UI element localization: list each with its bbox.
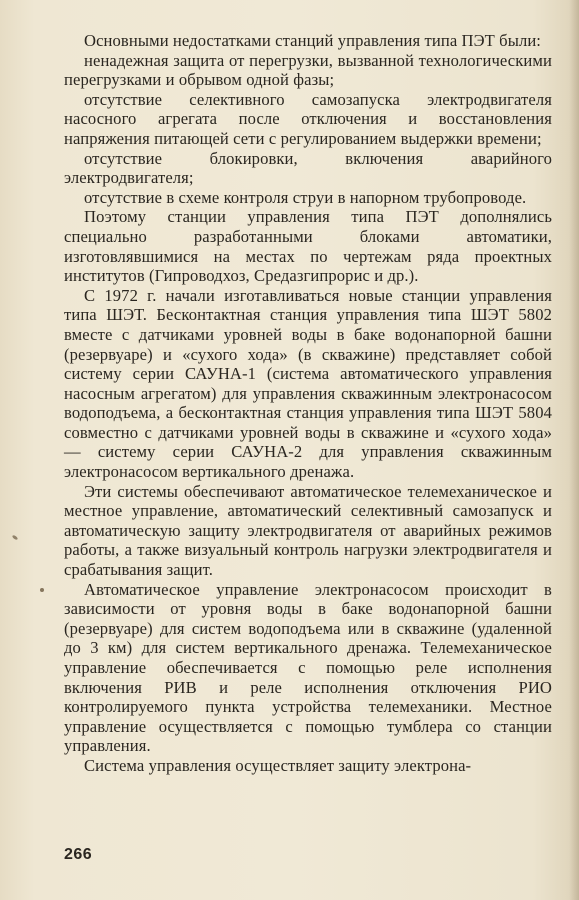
page-edge-shadow	[569, 0, 579, 900]
page-text	[64, 31, 552, 776]
paragraph-8: Эти системы обеспечивают автоматическое телемеханическое и местное управление, автоматический селективный самозапуск и автоматическую защиту электродвигателя от аварийных режимов работы, а также визуальный контроль нагрузки электродвигателя и срабатывания защит.	[64, 481, 552, 580]
paragraph-10: Система управления осуществляет защиту электрона-	[84, 755, 472, 775]
paragraph-2: ненадежная защита от перегрузки, вызванной технологическими перегрузками и обрывом одной фазы;	[64, 50, 552, 90]
paragraph-7: С 1972 г. начали изготавливаться новые станции управления типа ШЭТ. Бесконтактная станция управления типа ШЭТ 5802 вместе с датчиками уровней воды в баке водонапорной башни (резервуаре) и «сухого хода» (в скважине) представляет собой систему серии САУНА-1 (система автоматического управления насосным агрегатом) для управления скважинным электронасосом водоподъема, а бесконтактная станция управления типа ШЭТ 5804 совместно с датчиками уровней воды в скважине и «сухого хода» — систему серии САУНА-2 для управления скважинным электронасосом вертикального дренажа.	[64, 285, 552, 482]
paragraph-1: Основными недостатками станций управления типа ПЭТ были:	[84, 31, 542, 50]
paragraph-9: Автоматическое управление электронасосом происходит в зависимости от уровня воды в баке водонапорной башни (резервуаре) для систем водоподъема или в скважине (удаленной до 3 км) для систем вертикального дренажа. Телемеханическое управление обеспечивается с помощью реле исполнения включения РИВ и реле исполнения отключения РИО контролируемого пункта устройства телемеханики. Местное управление осуществляется с помощью тумблера со станции управления.	[64, 579, 552, 756]
paragraph-5: отсутствие в схеме контроля струи в напорном трубопроводе.	[84, 187, 527, 207]
paragraph-4: отсутствие блокировки, включения аварийного электродвигателя;	[64, 148, 552, 188]
ink-speck	[40, 588, 44, 592]
ink-speck	[12, 535, 19, 541]
paragraph-3: отсутствие селективного самозапуска электродвигателя насосного агрегата после отключения и восстановления напряжения питающей сети с регулированием выдержки времени;	[64, 89, 552, 148]
page-number: 266	[64, 846, 93, 863]
paragraph-6: Поэтому станции управления типа ПЭТ дополнялись специально разработанными блоками автоматики, изготовлявшимися на местах по чертежам ряда проектных институтов (Гипроводхоз, Средазгипрорис и др.).	[64, 207, 552, 286]
